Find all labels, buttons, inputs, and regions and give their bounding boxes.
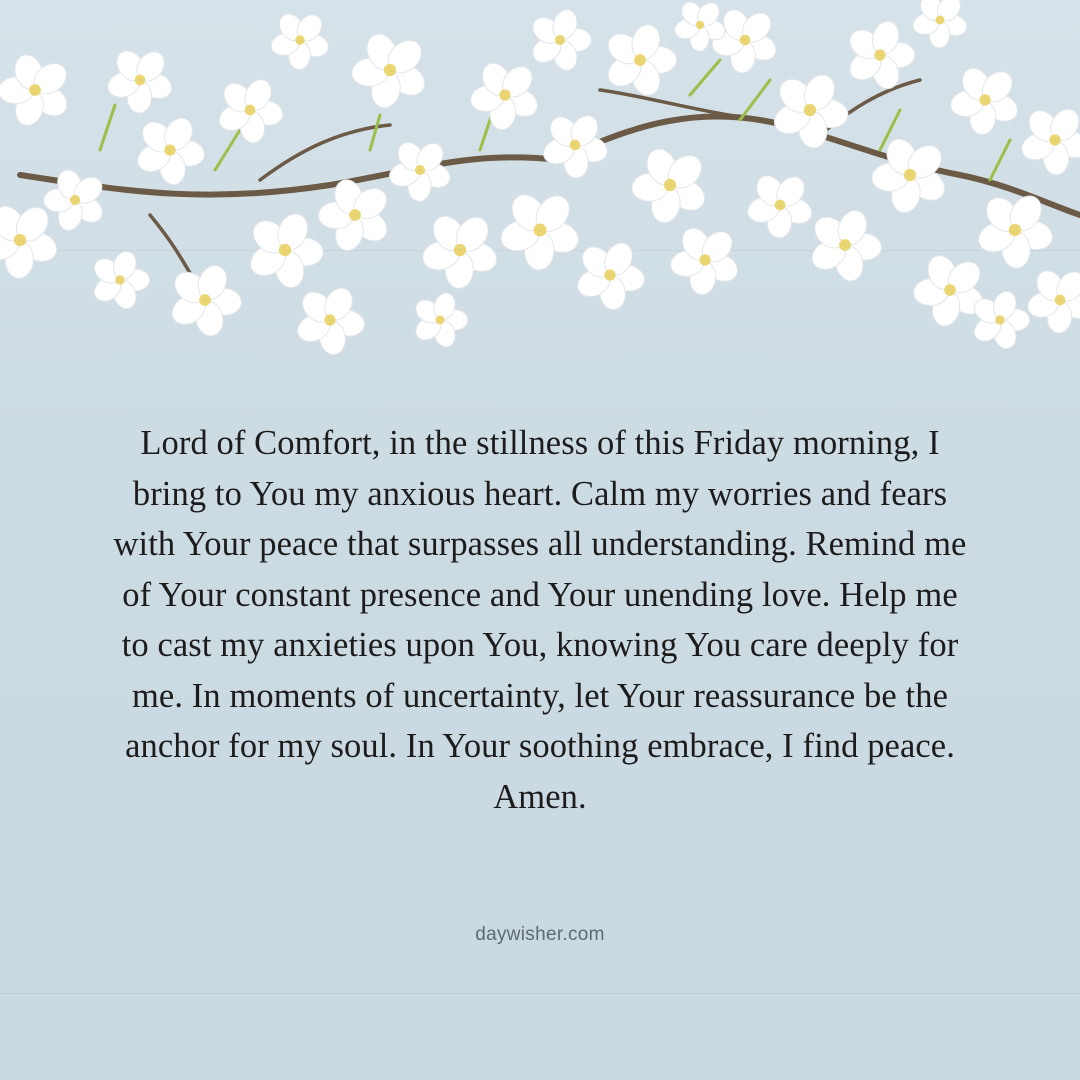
stamen [839, 239, 851, 251]
stamen [696, 21, 704, 29]
stamen [245, 105, 256, 116]
blossom-flower [0, 200, 61, 278]
stamen [995, 315, 1005, 325]
stamen [135, 75, 146, 86]
stamen [454, 244, 466, 256]
stamen [699, 254, 710, 265]
blossom-flower [293, 283, 366, 356]
blossom-flower [528, 7, 591, 74]
blossom-flower [215, 75, 285, 144]
blossom-flower [133, 113, 206, 186]
stamen [115, 275, 125, 285]
stamen [664, 179, 676, 191]
blossom-flower [387, 138, 454, 202]
blossom-flower [245, 209, 324, 290]
blossom-flower [630, 144, 710, 225]
watermark-text: daywisher.com [475, 924, 605, 945]
blossom-flower [573, 238, 646, 311]
blossom-flower [807, 206, 883, 284]
stamen [570, 140, 581, 151]
stamen [295, 35, 305, 45]
blossom-flower [1025, 266, 1080, 334]
blossom-flower [411, 290, 467, 349]
stamen [199, 294, 211, 306]
blossom-flower [948, 63, 1022, 136]
blossom-flower [745, 171, 815, 239]
leaf-stem [690, 60, 720, 95]
stamen [1055, 295, 1066, 306]
stamen [279, 244, 291, 256]
blossom-flower [419, 210, 500, 288]
stamen [944, 284, 956, 296]
stamen [164, 144, 175, 155]
stamen [936, 16, 945, 25]
stamen [1009, 224, 1021, 236]
stamen [349, 209, 361, 221]
blossom-flower [912, 251, 988, 328]
stamen [775, 200, 786, 211]
blossom-flower [710, 5, 780, 74]
blossom-flower [43, 167, 107, 234]
blossom-flower [468, 58, 542, 131]
leaf-stem [100, 105, 115, 150]
blossom-flower [668, 223, 742, 296]
leaf-stem [990, 140, 1010, 180]
cherry-blossom-branch-image [0, 0, 1080, 400]
stamen [70, 195, 80, 205]
stamen [1049, 134, 1060, 145]
blossom-flower [350, 29, 430, 110]
branch-stroke [600, 90, 760, 120]
stamen [804, 104, 816, 116]
blossom-flower [497, 189, 582, 271]
blossom-flower [90, 249, 150, 312]
blossom-flower [269, 9, 332, 70]
stamen [14, 234, 26, 246]
leaf-stem [370, 115, 380, 150]
blossom-group [0, 0, 1080, 356]
leaf-stem [215, 130, 240, 170]
branch-stroke [260, 125, 390, 180]
stamen [384, 64, 396, 76]
stamen [29, 84, 41, 96]
plank-seam-bottom [0, 993, 1080, 996]
stamen [604, 269, 615, 280]
blossom-flower [1018, 104, 1080, 176]
blossom-flower [105, 46, 175, 114]
blossom-flower [0, 51, 73, 129]
stamen [555, 35, 565, 45]
stamen [499, 89, 510, 100]
blossom-flower [910, 0, 969, 48]
stamen [634, 54, 646, 66]
stamen [324, 314, 335, 325]
blossom-flower [603, 21, 677, 99]
prayer-text: Lord of Comfort, in the stillness of this Friday morning, I bring to You my anxious heart. Calm my worries and fears with Your peace that surpasses all understanding. Remind me of Your constant presence and Your unending love. Help me to cast my anxieties upon You, knowing You care deeply for me. In moments of uncertainty, let Your reassurance be the anchor for my soul. In Your soothing embrace, I find peace. Amen. [113, 424, 967, 816]
stamen [979, 94, 990, 105]
blossom-flower [540, 111, 610, 179]
leaf-stem [740, 80, 770, 120]
blossom-flower [167, 261, 243, 339]
stamen [904, 169, 916, 181]
stamen [534, 224, 547, 237]
stamen [874, 49, 885, 60]
stamen [436, 316, 445, 325]
stamen [415, 165, 425, 175]
blossom-flower [844, 18, 914, 92]
stamen [740, 35, 751, 46]
